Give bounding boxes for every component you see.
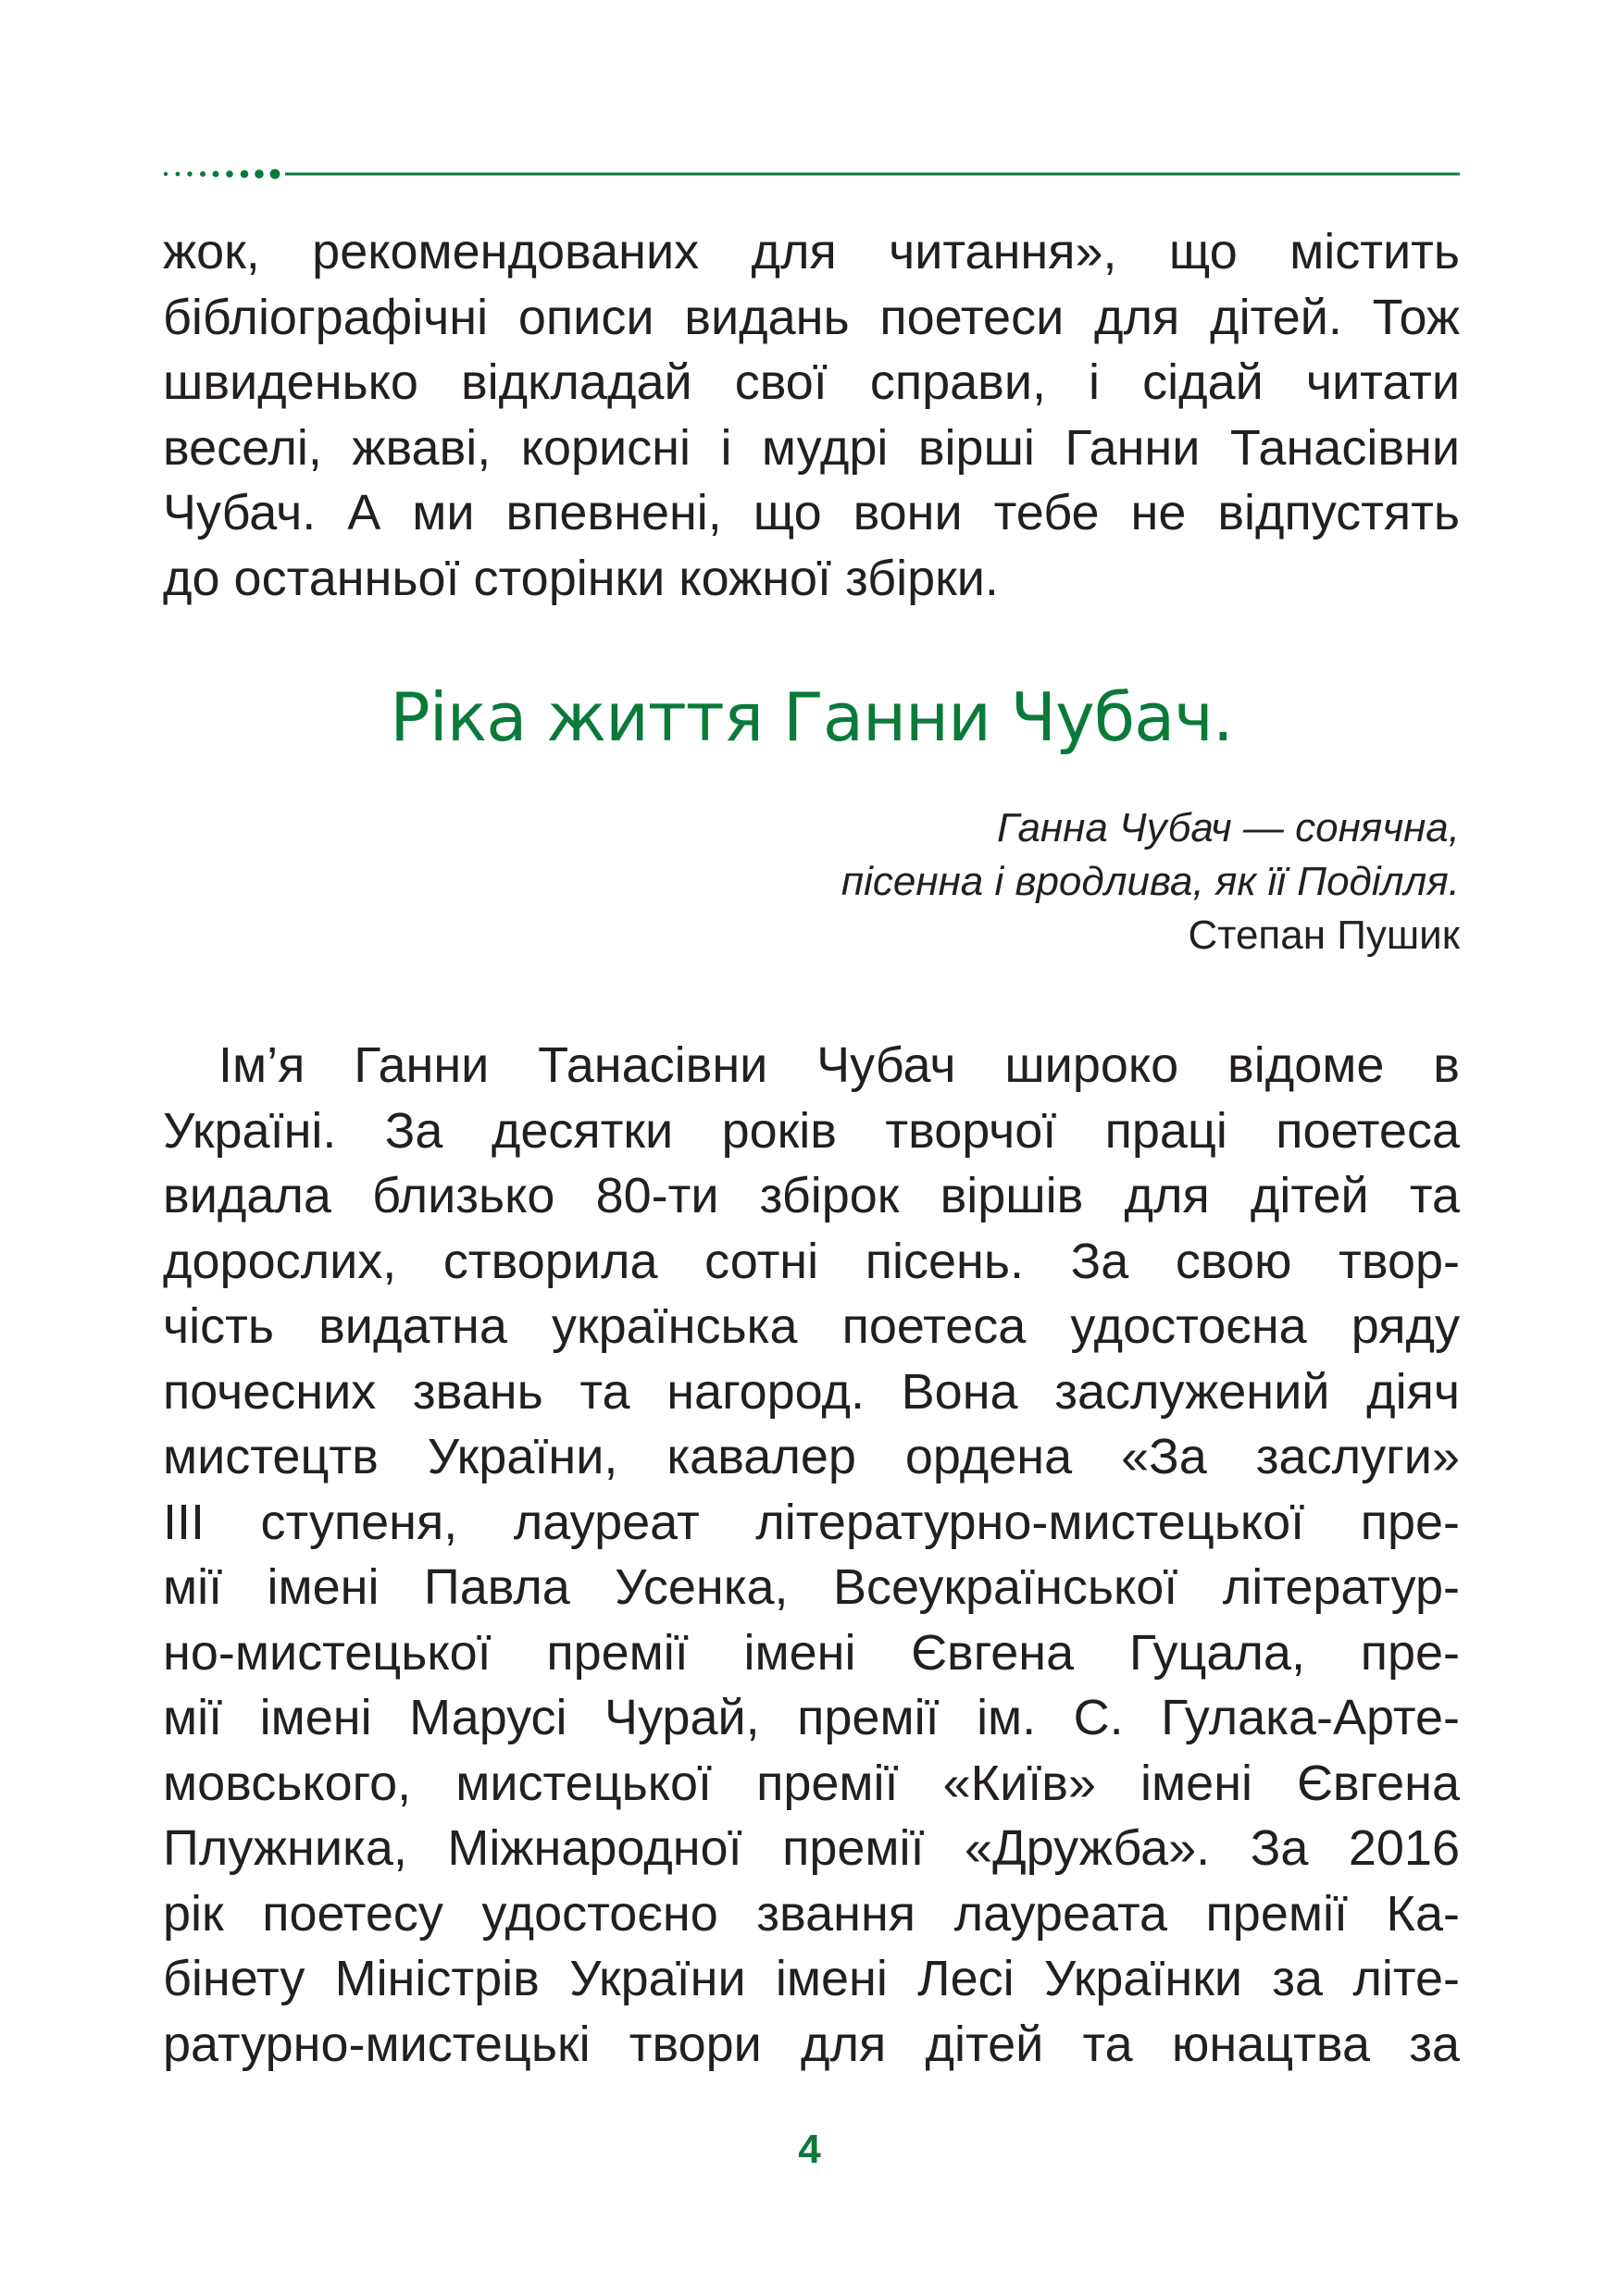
text-line: но-мистецької премії імені Євгена Гуцала, пре-: [163, 1624, 1460, 1681]
section-title: Ріка життя Ганни Чубач.: [390, 678, 1233, 756]
intro-paragraph: [163, 219, 1460, 611]
text-line: мії імені Марусі Чурай, премії ім. С. Гулака-Арте-: [163, 1690, 1460, 1745]
epigraph-line: Ганна Чубач — сонячна,: [996, 805, 1460, 850]
text-line: бібліографічні описи видань поетеси для дітей. Тож: [163, 289, 1460, 345]
text-line: Ім’я Ганни Танасівни Чубач широко відоме в: [218, 1037, 1460, 1093]
text-line: ратурно-мистецькі твори для дітей та юнацтва за: [163, 2016, 1460, 2072]
text-line: жок, рекомендованих для читання», що містить: [163, 224, 1460, 279]
page-number: 4: [798, 2127, 821, 2172]
text-line: чість видатна українська поетеса удостоєна ряду: [163, 1298, 1460, 1354]
text-line: ІІІ ступеня, лауреат літературно-мистецької пре-: [163, 1494, 1460, 1550]
text-line: дорослих, створила сотні пісень. За свою твор-: [163, 1233, 1460, 1289]
epigraph-line: пісенна і вродлива, як її Поділля.: [841, 859, 1460, 904]
epigraph: [534, 801, 1460, 962]
text-line: мистецтв України, кавалер ордена «За заслуги»: [163, 1429, 1460, 1484]
text-line: Чубач. А ми впевнені, що вони тебе не відпустять: [163, 485, 1460, 540]
header-dotted-rule: [163, 165, 1460, 183]
text-line: Плужника, Міжнародної премії «Дружба». За 2016: [163, 1820, 1460, 1876]
text-line: швиденько відкладай свої справи, і сідай читати: [163, 354, 1460, 410]
body-paragraph: [163, 1033, 1460, 2077]
epigraph-author: Степан Пушик: [1188, 912, 1460, 958]
text-line: мії імені Павла Усенка, Всеукраїнської літератур-: [163, 1559, 1460, 1615]
text-line: почесних звань та нагород. Вона заслужений діяч: [163, 1363, 1460, 1420]
text-line: видала близько 80-ти збірок віршів для дітей та: [163, 1168, 1460, 1223]
text-line: рік поетесу удостоєно звання лауреата премії Ка-: [163, 1885, 1460, 1942]
text-line: мовського, мистецької премії «Київ» імені Євгена: [163, 1755, 1460, 1811]
text-line: бінету Міністрів України імені Лесі Українки за літе-: [163, 1951, 1460, 2006]
text-line: веселі, жваві, корисні і мудрі вірші Ганни Танасівни: [163, 419, 1460, 476]
text-line: до останньої сторінки кожної збірки.: [163, 550, 999, 606]
text-line: Україні. За десятки років творчої праці поетеса: [163, 1102, 1460, 1159]
